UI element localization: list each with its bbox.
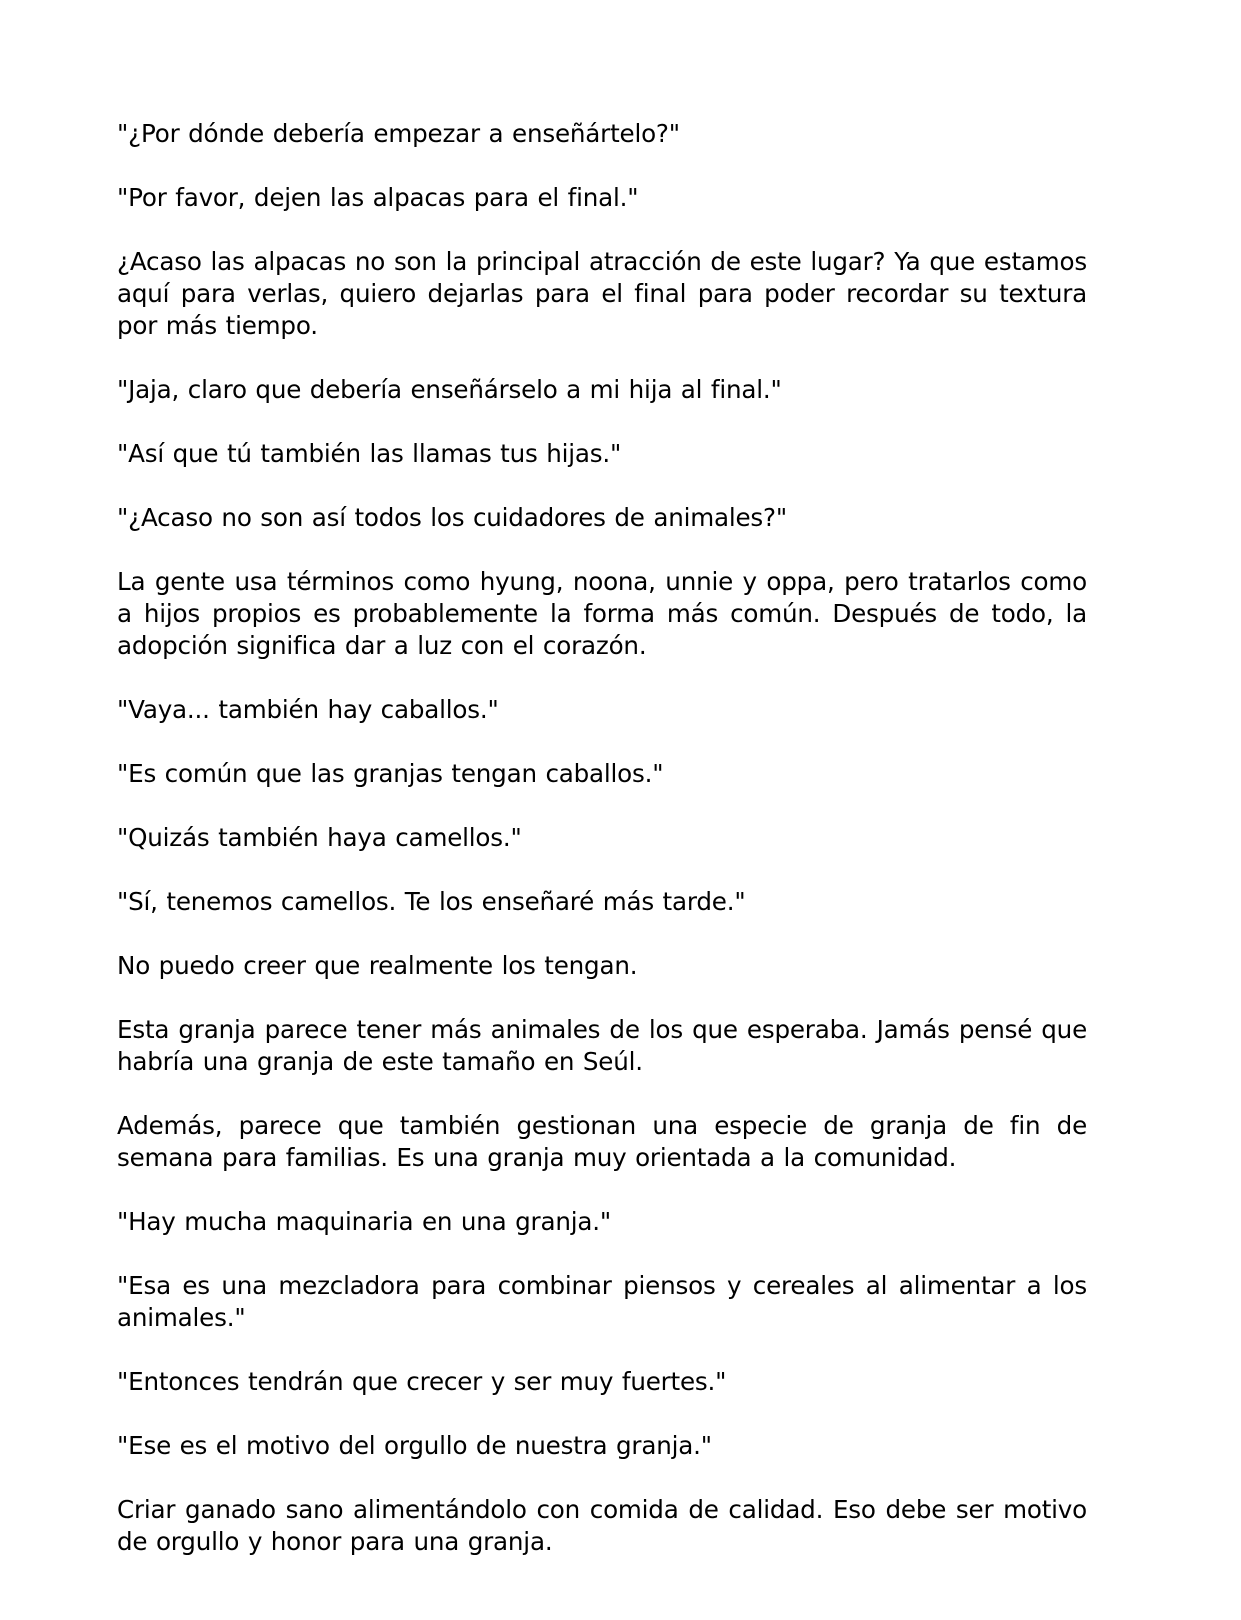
paragraph: "Hay mucha maquinaria en una granja.": [117, 1207, 611, 1236]
paragraph: "Sí, tenemos camellos. Te los enseñaré más tarde.": [117, 887, 746, 916]
paragraph: "Jaja, claro que debería enseñárselo a mi hija al final.": [117, 375, 782, 404]
paragraph: Esta granja parece tener más animales de los que esperaba. Jamás pensé que habría una granja de este tamaño en Seúl.: [117, 1015, 1087, 1076]
paragraph: La gente usa términos como hyung, noona, unnie y oppa, pero tratarlos como a hijos propios es probablemente la forma más común. Después de todo, la adopción significa dar a luz con el corazón.: [117, 567, 1087, 660]
paragraph: "¿Acaso no son así todos los cuidadores de animales?": [117, 503, 788, 532]
paragraph: "Entonces tendrán que crecer y ser muy fuertes.": [117, 1367, 727, 1396]
paragraph: "Por favor, dejen las alpacas para el final.": [117, 183, 639, 212]
paragraph: ¿Acaso las alpacas no son la principal atracción de este lugar? Ya que estamos aquí para verlas, quiero dejarlas para el final para poder recordar su textura por más tiempo.: [117, 247, 1087, 340]
paragraph: Criar ganado sano alimentándolo con comida de calidad. Eso debe ser motivo de orgullo y honor para una granja.: [117, 1495, 1087, 1556]
paragraph: "¿Por dónde debería empezar a enseñártelo?": [117, 119, 680, 148]
paragraph: "Vaya... también hay caballos.": [117, 695, 499, 724]
paragraph: "Quizás también haya camellos.": [117, 823, 522, 852]
paragraph: No puedo creer que realmente los tengan.: [117, 951, 638, 980]
paragraph: "Esa es una mezcladora para combinar piensos y cereales al alimentar a los animales.": [117, 1271, 1087, 1332]
paragraph: "Ese es el motivo del orgullo de nuestra granja.": [117, 1431, 712, 1460]
paragraph: "Es común que las granjas tengan caballos.": [117, 759, 664, 788]
paragraph: Además, parece que también gestionan una especie de granja de fin de semana para familias. Es una granja muy orientada a la comunidad.: [117, 1111, 1087, 1172]
document-body: [117, 118, 1087, 1590]
paragraph: "Así que tú también las llamas tus hijas.": [117, 439, 622, 468]
